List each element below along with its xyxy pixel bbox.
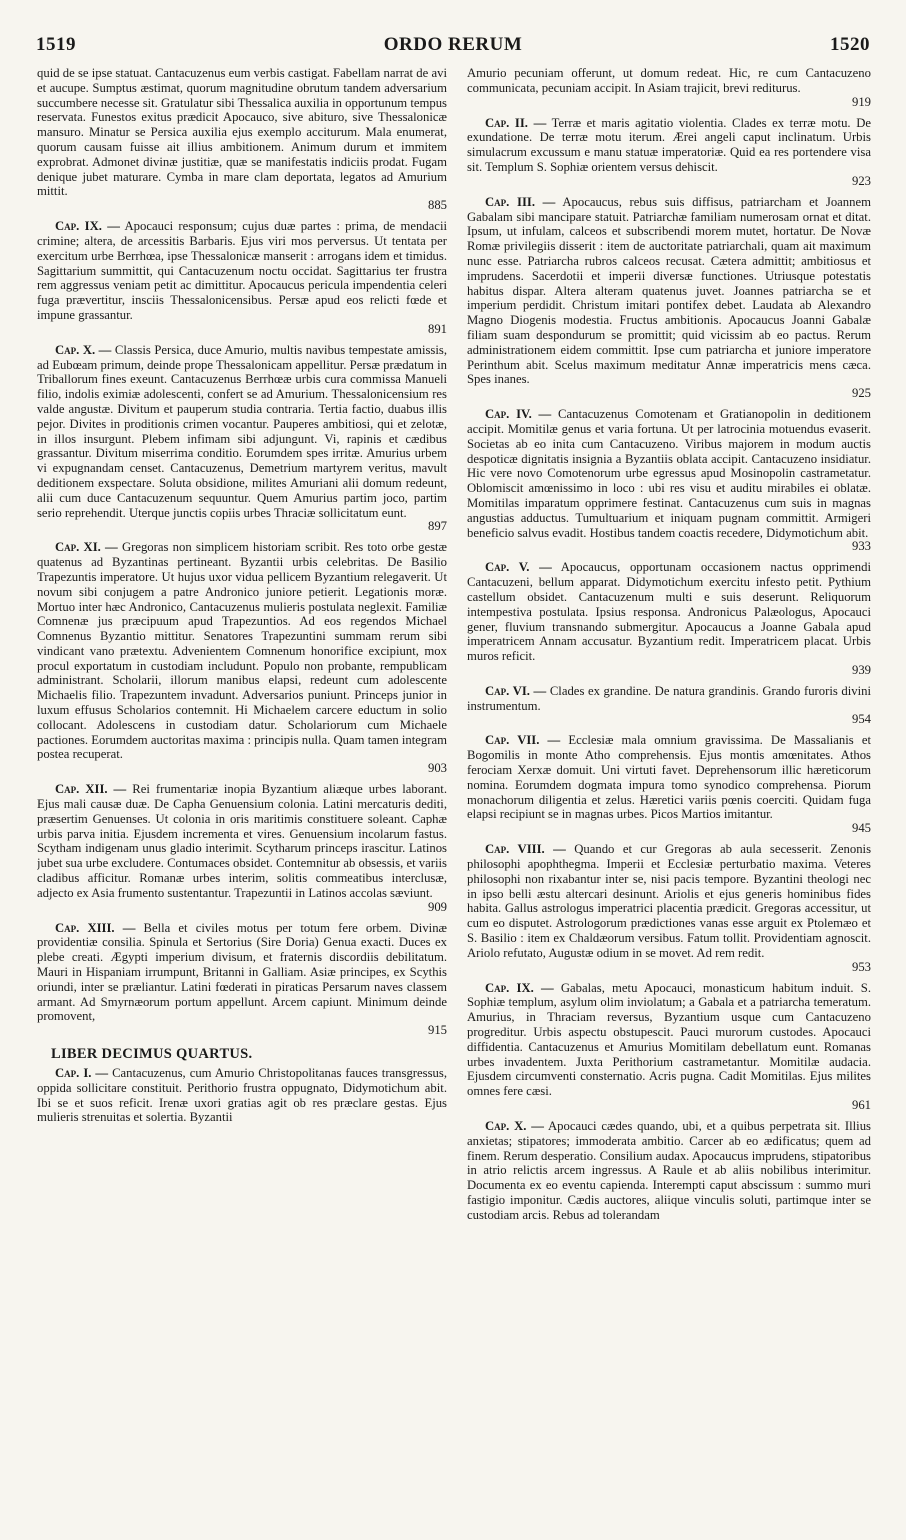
chapter-heading: Cap. I. — [55, 1066, 109, 1081]
entry-text: Rei frumentariæ inopia Byzantium aliæque urbes laborant. Ejus mali causæ duæ. De Capha Genuensium colonia. Latini mercaturis dediti, præsertim Genuenses. Ut colonia in oris maritimis constituere soleant. Caphæ urbis parva initia. Ejusdem incrementa et vires. Genuensium incolarum fastus. Scytham indigenam unus gladio interimit. Scytharum princeps irascitur. Latinos jubet sua urbe excludere. Contumaces obsidet. Contemnitur ab obsessis, et variis cladibus afficitur. Romanæ urbes interim, solitis commeatibus interclusæ, adjecto ex Asia frumento sustentantur. Trapezuntii in Latinos accolas sæviunt. [37, 782, 447, 900]
running-header [0, 34, 906, 60]
chapter-entry [37, 540, 447, 775]
entry-text: Gregoras non simplicem historiam scribit. Res toto orbe gestæ quatenus ad Byzantinas pertineant. Byzantii urbis celebritas. De Basilio Trapezuntis imperatore. Ut hujus uxor vidua pellicem Byzantium relegaverit. Ut novum sibi conjugem a patre Andronico juniore petierit. Legationis moræ. Mortuo inter hæc Andronico, Cantacuzenus mulieris postulata neglexit. Familiæ Comnenæ jus præcipuum apud Trapezuntios. Ad eos regendos Michael Comnenus Byzantio mittitur. Senatores Trapezuntini summam rerum sibi vindicant vano prætextu. Advenientem Comnenum honorifice excipiunt, mox procul exportatum in custodiam includunt. Populo non probante, rempublicam administrant. Scholarii, illorum manibus elapsi, redeunt cum adolescente Michaelis filio. Trapezuntem invadunt. Adversarios puniunt. Princeps junior in luxum effusus Scholarios contemnit. Hi Michaelem carcere eductum in solio collocant. Adolescens in custodiam datur. Scholariorum cum Michaele pactiones. Eorumdem auctoritas maxima : principis nulla. Quam tamen integram postea recuperat. [37, 540, 447, 762]
entry-text: Gabalas, metu Apocauci, monasticum habitum induit. S. Sophiæ templum, asylum olim inviolatum; a Gabala et a patriarcha temeratum. Amurius, in Thraciam reversus, Byzantium usque cum Cantacuzeno progreditur. Urbis aspectu obstupescit. Pauci murorum custodes. Apocauci diffidentia. Cantacuzenus et Amurius Momitilam debellatum eunt. Romanas urbes invadentem. Juxta Perithorium castrametantur. Momitilæ audacia. Ejusdem circumventi consternatio. Acris pugna. Cadit Momitilas. Ejus milites omnes fere cæsi. [467, 980, 871, 1099]
entry-text: Cantacuzenus, cum Amurio Christopolitanas fauces transgressus, oppida sollicitare constituit. Perithorio frustra oppugnato, Didymotichum abit. Ibi se et suos reficit. Irenæ uxori gratias agit ob res præclare gestas. Ejus mulieris strenuitas et solertia. Byzantii [37, 1066, 447, 1125]
chapter-heading: Cap. VIII. — [485, 842, 566, 857]
running-title: ORDO RERUM [383, 34, 523, 55]
chapter-entry [467, 981, 871, 1112]
book-heading: LIBER DECIMUS QUARTUS. [51, 1046, 253, 1063]
column-reference: 897 [427, 519, 447, 534]
column-reference: 939 [851, 662, 871, 677]
column-reference: 925 [851, 386, 871, 401]
chapter-entry [467, 842, 871, 973]
column-reference: 961 [851, 1098, 871, 1113]
chapter-entry [467, 560, 871, 677]
chapter-heading: Cap. IX. — [55, 219, 120, 234]
right-column [467, 66, 871, 1536]
column-reference: 919 [851, 94, 871, 109]
chapter-entry [467, 1119, 871, 1223]
column-reference: 954 [851, 712, 871, 727]
entry-text: Apocauci responsum; cujus duæ partes : prima, de mendacii crimine; altera, de arcessitis Barbaris. Ejus viri mos perversus. Ut tentata per exercitum urbe Berrhœa, ipse Thessalonicæ manserit : arrogans idem et timidus. Sagittarium summittit, qui Cantacuzenum noctu occidat. Sagittarius ter frustra rem aggressus veniam petit ac dimittitur. Apocaucus pericula impendentia celeri fuga prævertitur, insciis Thessalonicensibus. Persæ apud eos relicti fœde et impune grassantur. [37, 219, 447, 322]
chapter-heading: Cap. XI. — [55, 540, 118, 555]
page-number-left: 1519 [36, 34, 76, 55]
column-reference: 885 [427, 198, 447, 213]
column-reference: 891 [427, 321, 447, 336]
entry-text: Bella et civiles motus per totum fere orbem. Divinæ providentiæ consilia. Spinula et Sertorius (Sire Doria) Genua exacti. Duces ex plebe creati. Ægypti imperium divisum, et fraternis discordiis debilitatum. Mauri in Hispaniam irrumpunt, Britanni in Galliam. Asiæ principes, ex Scythis oriundi, inter se præliantur. Latini fœderati in piraticas Persarum naves classem armant. Ad Smyrnæorum portum appellunt. Arcem capiunt. Minimum deinde promovent, [37, 920, 447, 1024]
chapter-entry [467, 116, 871, 188]
chapter-heading: Cap. III. — [485, 194, 556, 209]
chapter-entry [37, 921, 447, 1038]
chapter-heading: Cap. V. — [485, 560, 552, 575]
chapter-heading: Cap. VI. — [485, 683, 547, 698]
chapter-heading: Cap. XIII. — [55, 920, 136, 935]
entry-text: Apocaucus, rebus suis diffisus, patriarcham et Joannem Gabalam sibi mancipare statuit. Patriarchæ familiam numerosam ornat et ditat. Ipsum, ut infulam, calceos et subscribendi morem mutet, hortatur. De Novæ Romæ privilegiis disserit : item de auctoritate patriarchali, quam ait maximum nunc esse. Patriarcha rubros calceos recusat. Cætera admittit; ambitiosus et imprudens. Sacerdotii et imperii diversæ functiones. Utriusque potestatis habitus dispar. Altera alteram quatenus juvet. Joannes patriarcha se et imperium perdidit. Christum imitari pontifex debet. Laudata ab Alexandro Magno Diogenis modestia. Fructus ambitionis. Apocaucus Joanni Gabalæ filiam suam despondurum se promittit; quid vicissim ab eo pactus. Rerum administrationem eidem committit. Ipse cum patriarcha et juniore imperatore Perinthum abit. Scelus maximum meditatur Annæ imperatricis mens cæca. Spes inanes. [467, 194, 871, 387]
summary-entry [37, 66, 447, 212]
column-reference: 915 [427, 1023, 447, 1038]
entry-text: Terræ et maris agitatio violentia. Clades ex terræ motu. De exundatione. De terræ motu iterum. Ærei angeli caput inclinatum. Urbis simulacrum excussum e manu statuæ imperatoriæ. Quid ea res portendere visa sit. Templum S. Sophiæ orientem versus dehiscit. [467, 115, 871, 174]
chapter-entry [37, 343, 447, 534]
left-column [37, 66, 447, 1536]
entry-text: Cantacuzenus Comotenam et Gratianopolin in deditionem accipit. Momitilæ genus et varia fortuna. Ut per latrocinia motuendus evaserit. Societas ab eo inita cum Cantacuzeno. Viribus majorem in modum auctis despoticæ dignitatis insignia a Byzantiis oblata accipit. Cantacuzeno insidiatur. Hic vere novo Comotenorum urbe egressus apud Mosinopolin castrametatur. Oblomiscit amœnissimo in loco : ubi res visu et auditu mirabiles ei oblatæ. Momitilas imparatum opprimere festinat. Cantacuzenus cum suis in magnas angustias adductus. Tumultuarium et iniquam pugnam committit. Armigeri beneficio salvus evadit. Hostibus tandem coactis recedere, Didymotichum abit. [467, 407, 871, 540]
chapter-entry [37, 782, 447, 913]
chapter-entry [37, 219, 447, 336]
chapter-heading: Cap. VII. — [485, 733, 561, 748]
entry-text: Ecclesiæ mala omnium gravissima. De Massalianis et Bogomilis in monte Atho comprehensis. Ejus montis amœnitates. Athos ferociam Xerxæ domuit. Uni virtuti favet. Deprehensorum illic hæreticorum nomina. Eorumdem dogmata impura tomo synodico comprehensa. Piorum monachorum diligentia et zelus. Hæretici variis pœnis coerciti. Quidam fuga elapsi recipiunt se in magnas urbes. Picos Martios imitantur. [467, 733, 871, 822]
chapter-heading: Cap. X. — [55, 342, 112, 357]
entry-text: quid de se ipse statuat. Cantacuzenus eum verbis castigat. Fabellam narrat de avi et aucupe. Sumptus æstimat, quorum magnitudine obrutum tandem adversarium succumbere necesse sit. Gratulatur sibi Thessalica auxilia in opportunum tempus reservata. Funestos exitus prædicit Apocauco, sive abituro, sive Thessalonicæ mansuro. Minatur se Persica auxilia ejus exemplo acciturum. Mala enumerat, quorum causam fuisse ait illius ambitionem. Animum durum et immitem exprobrat. Admonet divinæ justitiæ, quæ se manifestatis indiciis prodat. Fugam denique jubet maturare. Cymba in mare clam deportata, legatos ad Amurium mittit. [37, 66, 447, 199]
summary-entry [467, 66, 871, 109]
entry-text: Apocaucus, opportunam occasionem nactus opprimendi Cantacuzeni, bellum apparat. Didymotichum exercitu infesto petit. Pythium castellum obsidet. Cantacuzenum multi e suis deserunt. Reliquorum intempestiva postulata. Ipsius responsa. Andronicus Palæologus, Apocauci gener, fluvium transnando submergitur. Apocaucus a Joanne Gabala apud imperatricem Annam accusatur. Byzantium redit. Imperatricem placat. Urbis muros reficit. [467, 560, 871, 664]
chapter-heading: Cap. IV. — [485, 407, 552, 422]
column-reference: 953 [851, 959, 871, 974]
entry-text: Quando et cur Gregoras ab aula secesserit. Zenonis philosophi apophthegma. Imperii et Ecclesiæ perturbatio maxima. Veteres philosophi non rixabantur inter se, nisi pacis tempore. Byzantini theologi nec in ipso belli æstu altercari desinunt. Ariolis et ejus generis hominibus fides habita. Gallus astrologus imperatrici placentia prædicit. Gregoras accessitur, ut cum eo disputet. Astrologorum prædictiones vanas esse arguit ex Ptolemæo et S. Basilio : item ex Chaldæorum versibus. Fatum tollit. Providentiam agnoscit. Ariolo refutato, Augustæ odium in se movet. Ad rem redit. [467, 842, 871, 960]
chapter-heading: Cap. II. — [485, 115, 547, 130]
column-reference: 903 [427, 761, 447, 776]
entry-text: Apocauci cædes quando, ubi, et a quibus perpetrata sit. Illius anxietas; stipatores; immoderata ambitio. Carcer ab eo ædificatus; quem ad finem. Rerum desperatio. Consilium audax. Apocaucus imprudens, stipatoribus in atrio relictis arcem ingressus. A Raule et ab aliis nobilibus interimitur. Documenta ex eo eventu capienda. Interempti caput abscissum : summo muri fastigio imponitur. Cædis auctores, aliique vinculis soluti, partimque inter se custodiam arcis. Rebus ad tolerandam [467, 1119, 871, 1222]
column-reference: 945 [851, 821, 871, 836]
chapter-heading: Cap. IX. — [485, 980, 554, 995]
chapter-entry [467, 195, 871, 400]
chapter-entry [467, 407, 871, 553]
chapter-heading: Cap. XII. — [55, 782, 127, 797]
entry-text: Clades ex grandine. De natura grandinis. Grando furoris divini instrumentum. [467, 683, 871, 713]
chapter-entry [467, 684, 871, 727]
column-reference: 909 [427, 899, 447, 914]
chapter-entry [467, 733, 871, 835]
page-number-right: 1520 [830, 34, 870, 55]
chapter-heading: Cap. X. — [485, 1119, 544, 1134]
entry-text: Amurio pecuniam offerunt, ut domum redeat. Hic, re cum Cantacuzeno communicata, pecuniam accipit. In Asiam trajicit, brevi rediturus. [467, 66, 871, 95]
column-reference: 933 [851, 539, 871, 554]
entry-text: Classis Persica, duce Amurio, multis navibus tempestate amissis, ad Eubœam primum, deinde prope Thessalonicam appellitur. Persæ prædatum in Triballorum fines exeunt. Cantacuzenus Berrhœæ urbis cura commissa Manueli filio, indolis eximiæ adolescenti, confert se ad Amurium. Thessalonicensium res valde angustæ. Divitum et pauperum studia contraria. Tertia factio, duabus illis pejor. Divites in proditionis crimen vocantur. Pauperes ambitiosi, qui et zelotæ, in illos insurgunt. Plebem infimam sibi adjungunt. Vi, rapinis et cædibus grassantur. Divitum miserrima conditio. Eorumdem spes irritæ. Amurius urbem vi expugnandam censet. Cantacuzenus, Demetrium martyrem veritus, mavult deditionem exspectare. Soluta obsidione, milites Amuriani alii domum redeunt, alii cum duce Cantacuzenum sequuntur. Quem Amurius partim joco, partim serio reprehendit. Uterque junctis copiis urbes Thraciæ sollicitatum eunt. [37, 342, 447, 520]
column-reference: 923 [851, 173, 871, 188]
chapter-entry [37, 1066, 447, 1125]
